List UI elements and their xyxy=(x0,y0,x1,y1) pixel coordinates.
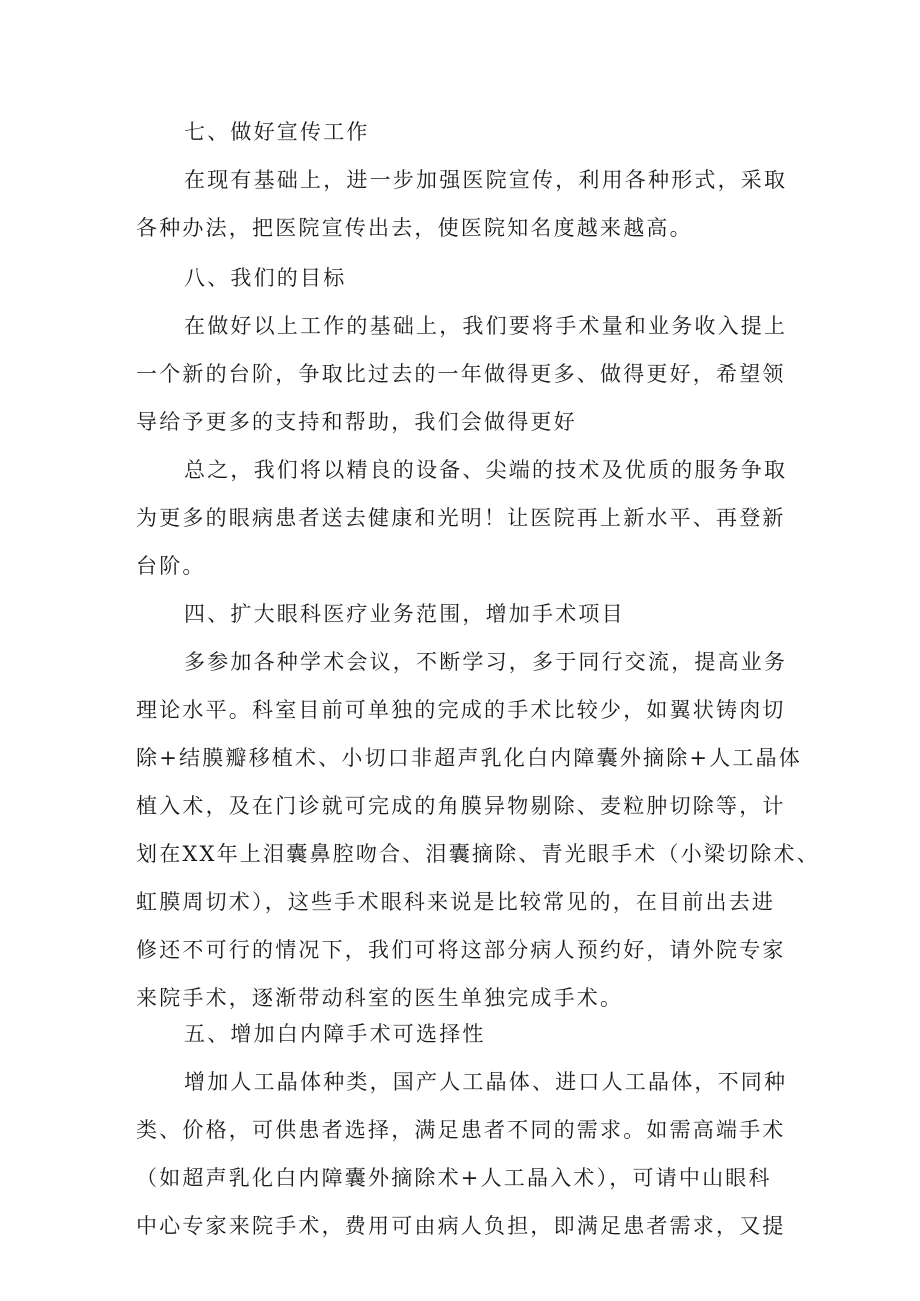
paragraph-line: 中心专家来院手术，费用可由病人负担，即满足患者需求，又提 xyxy=(136,1214,786,1238)
paragraph-line: 总之，我们将以精良的设备、尖端的技术及优质的服务争取 xyxy=(184,458,788,482)
paragraph-line: 台阶。 xyxy=(136,554,206,578)
paragraph-line: 一个新的台阶，争取比过去的一年做得更多、做得更好，希望领 xyxy=(136,362,786,386)
paragraph-line: 除+结膜瓣移植术、小切口非超声乳化白内障囊外摘除+人工晶体 xyxy=(136,746,802,770)
section-heading: 七、做好宣传工作 xyxy=(184,120,370,144)
section-cataract-body xyxy=(136,1058,788,1250)
section-heading: 五、增加白内障手术可选择性 xyxy=(184,1022,486,1046)
paragraph-line: （如超声乳化白内障囊外摘除术+人工晶入术），可请中山眼科 xyxy=(136,1166,772,1190)
paragraph-line: 导给予更多的支持和帮助，我们会做得更好 xyxy=(136,410,577,434)
section-expand-services xyxy=(136,590,820,1022)
paragraph-line: 虹膜周切术），这些手术眼科来说是比较常见的，在目前出去进 xyxy=(136,890,776,914)
paragraph-line: 来院手术，逐渐带动科室的医生单独完成手术。 xyxy=(136,986,624,1010)
section-goals xyxy=(136,254,788,590)
paragraph-line: 各种办法，把医院宣传出去，使医院知名度越来越高。 xyxy=(136,216,693,240)
paragraph-line: 理论水平。科室目前可单独的完成的手术比较少，如翼状铸肉切 xyxy=(136,698,786,722)
paragraph-line: 增加人工晶体种类，国产人工晶体、进口人工晶体，不同种 xyxy=(184,1070,788,1094)
paragraph-line: 修还不可行的情况下，我们可将这部分病人预约好，请外院专家 xyxy=(136,938,786,962)
paragraph-line: 类、价格，可供患者选择，满足患者不同的需求。如需高端手术 xyxy=(136,1118,786,1142)
paragraph-line: 在现有基础上，进一步加强医院宣传，利用各种形式，采取 xyxy=(184,168,788,192)
section-heading: 四、扩大眼科医疗业务范围，增加手术项目 xyxy=(184,602,625,626)
section-heading: 八、我们的目标 xyxy=(184,266,347,290)
section-cataract-options xyxy=(136,1012,788,1056)
paragraph-line: 多参加各种学术会议，不断学习，多于同行交流，提高业务 xyxy=(184,650,788,674)
paragraph-line: 在做好以上工作的基础上，我们要将手术量和业务收入提上 xyxy=(184,314,788,338)
section-publicity xyxy=(136,108,788,252)
paragraph-line: 划在XX年上泪囊鼻腔吻合、泪囊摘除、青光眼手术（小梁切除术、 xyxy=(136,842,820,866)
paragraph-line: 植入术，及在门诊就可完成的角膜异物剔除、麦粒肿切除等，计 xyxy=(136,794,786,818)
paragraph-line: 为更多的眼病患者送去健康和光明！让医院再上新水平、再登新 xyxy=(136,506,786,530)
